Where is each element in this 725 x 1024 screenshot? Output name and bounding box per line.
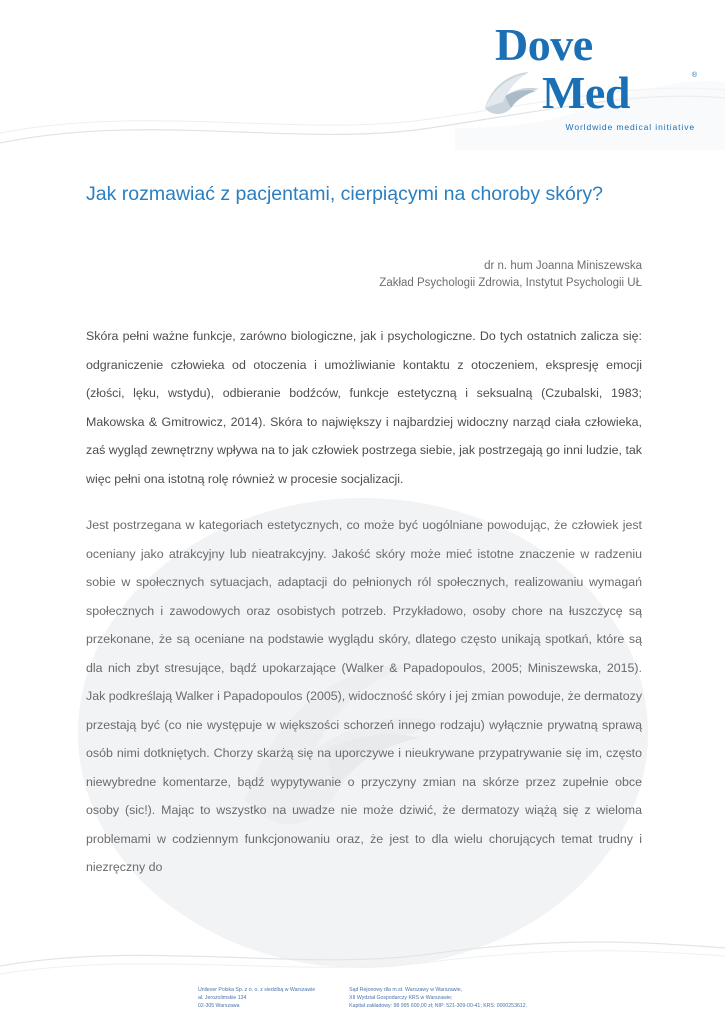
page-footer: [0, 986, 725, 1010]
logo: [447, 19, 697, 132]
footer-line: Unilever Polska Sp. z o. o. z siedzibą w Warszawie: [197, 987, 316, 993]
page-title: Jak rozmawiać z pacjentami, cierpiącymi na choroby skóry?: [86, 183, 603, 205]
footer-line: Kapitał zakładowy: 98 995 600,00 zł; NIP: 521-309-00-41; KRS: 0000253612.: [349, 1003, 528, 1009]
author-block: [142, 258, 642, 292]
page-header: [0, 0, 725, 150]
author-affiliation: Zakład Psychologii Zdrowia, Instytut Psychologii UŁ: [379, 277, 642, 289]
footer-column-company: [198, 986, 315, 1010]
footer-line: al. Jerozolimskie 134: [197, 995, 247, 1001]
logo-word-dove: Dove: [495, 19, 593, 70]
footer-swoosh-graphic: [0, 936, 725, 976]
logo-word-med: Med: [542, 67, 630, 118]
footer-column-registry: [349, 986, 527, 1010]
paragraph: Skóra pełni ważne funkcje, zarówno biologiczne, jak i psychologiczne. Do tych ostatnich zalicza się: odgraniczenie człowieka od otoczenia i umożliwianie kontaktu z otoczeniem, ekspresję emocji (złości, lęku, wstydu), odbieranie bodźców, funkcje estetyczną i seksualną (Czubalski, 1983; Makowska & Gmitrowicz, 2014). Skóra to największy i najbardziej widoczny narząd ciała człowieka, zaś wygląd zewnętrzny wpływa na to jak człowiek postrzega siebie, jak postrzegają go inni ludzie, tak więc pełni ona istotną rolę również w procesie socjalizacji.: [86, 329, 642, 486]
author-name: dr n. hum Joanna Miniszewska: [484, 260, 642, 272]
footer-line: Sąd Rejonowy dla m.st. Warszawy w Warszawie,: [349, 987, 463, 993]
dove-bird-icon: [481, 64, 547, 116]
document-body: [86, 322, 642, 900]
footer-line: XII Wydział Gospodarczy KRS w Warszawie;: [349, 995, 453, 1001]
registered-trademark-icon: ®: [691, 72, 697, 79]
footer-line: 02-305 Warszawa: [197, 1003, 240, 1009]
logo-tagline: Worldwide medical initiative: [565, 122, 695, 132]
paragraph: Jest postrzegana w kategoriach estetycznych, co może być uogólniane powodując, że człowiek jest oceniany jako atrakcyjny lub nieatrakcyjny. Jakość skóry może mieć istotne znaczenie w radzeniu sobie w społecznych sytuacjach, adaptacji do pełnionych ról społecznych, realizowaniu wymagań społecznych i zawodowych oraz osobistych potrzeb. Przykładowo, osoby chore na łuszczycę są przekonane, że są oceniane na podstawie wyglądu skóry, dlatego często unikają spotkań, które są dla nich zbyt stresujące, bądź upokarzające (Walker & Papadopoulos, 2005; Miniszewska, 2015). Jak podkreślają Walker i Papadopoulos (2005), widoczność skóry i jej zmian powoduje, że dermatozy przestają być (co nie występuje w większości schorzeń innego rodzaju) wyłącznie prywatną sprawą osób nimi dotkniętych. Chorzy skarżą się na uporczywe i nieukrywane przypatrywanie się im, często niewybredne komentarze, bądź wypytywanie o przyczyny zmian na skórze przez zupełnie obce osoby (sic!). Mając to wszystko na uwadze nie może dziwić, że dermatozy wiążą się z wieloma problemami w codziennym funkcjonowaniu oraz, że jest to dla wielu chorujących temat trudny i niezręczny do: [86, 518, 643, 874]
